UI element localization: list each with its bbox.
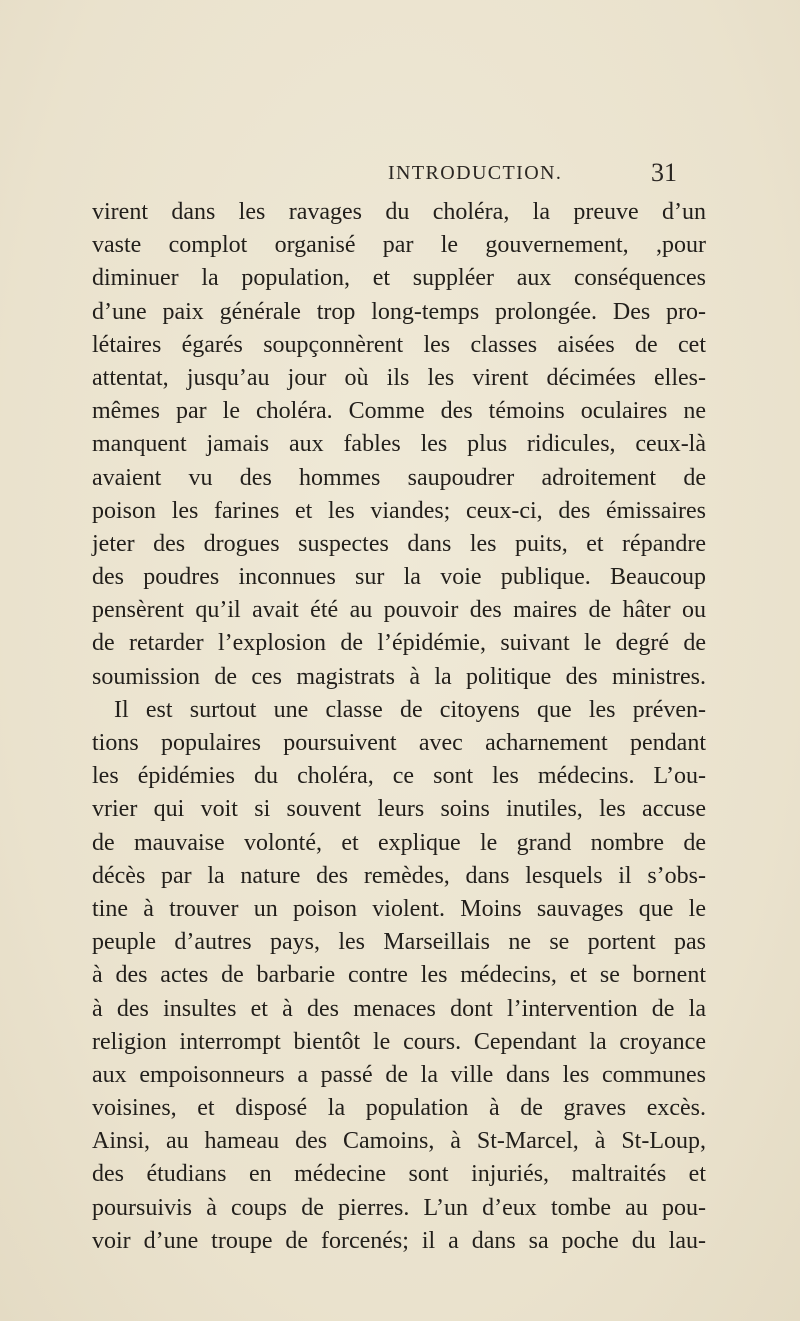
text-line: poursuivis à coups de pierres. L’un d’eux tombe au pou- — [92, 1194, 706, 1221]
text-line: tions populaires poursuivent avec acharnement pendant — [92, 730, 706, 756]
text-line: peuple d’autres pays, les Marseillais ne se portent pas — [92, 929, 706, 956]
text-line: de retarder l’explosion de l’épidémie, suivant le degré de — [92, 630, 706, 657]
text-line: létaires égarés soupçonnèrent les classes aisées de cet — [92, 331, 706, 358]
text-line: à des actes de barbarie contre les médecins, et se bornent — [92, 962, 706, 989]
text-line: vrier qui voit si souvent leurs soins inutiles, les accuse — [92, 796, 706, 823]
text-line: les épidémies du choléra, ce sont les médecins. L’ou- — [92, 763, 706, 790]
text-line: tine à trouver un poison violent. Moins sauvages que le — [92, 895, 706, 922]
page-number: 31 — [651, 158, 677, 187]
text-line: mêmes par le choléra. Comme des témoins oculaires ne — [92, 398, 706, 425]
running-head — [0, 158, 800, 188]
text-line: diminuer la population, et suppléer aux conséquences — [92, 265, 706, 292]
text-line: virent dans les ravages du choléra, la preuve d’un — [92, 199, 706, 225]
text-line: Ainsi, au hameau des Camoins, à St-Marcel, à St-Loup, — [92, 1128, 706, 1155]
text-line: jeter des drogues suspectes dans les puits, et répandre — [92, 530, 706, 557]
text-line: décès par la nature des remèdes, dans lesquels il s’obs- — [92, 862, 706, 889]
text-line: poison les farines et les viandes; ceux-ci, des émissaires — [92, 497, 706, 524]
text-line: voisines, et disposé la population à de graves excès. — [92, 1095, 706, 1122]
text-line: manquent jamais aux fables les plus ridicules, ceux-là — [92, 431, 706, 458]
text-line: attentat, jusqu’au jour où ils les virent décimées elles- — [92, 364, 706, 391]
paragraph-first-line: Il est surtout une classe de citoyens que les préven- — [114, 696, 706, 723]
body-text — [92, 196, 706, 1258]
text-line: aux empoisonneurs a passé de la ville dans les communes — [92, 1061, 706, 1088]
text-line: religion interrompt bientôt le cours. Cependant la croyance — [92, 1028, 706, 1055]
text-line: voir d’une troupe de forcenés; il a dans sa poche du lau- — [92, 1227, 706, 1254]
text-line: à des insultes et à des menaces dont l’intervention de la — [92, 995, 706, 1022]
text-line: vaste complot organisé par le gouvernement, ,pour — [92, 232, 706, 259]
text-line: soumission de ces magistrats à la politique des ministres. — [92, 663, 706, 690]
text-line: avaient vu des hommes saupoudrer adroitement de — [92, 464, 706, 491]
text-line: pensèrent qu’il avait été au pouvoir des maires de hâter ou — [92, 597, 706, 624]
text-line: de mauvaise volonté, et explique le grand nombre de — [92, 829, 706, 856]
text-line: des étudians en médecine sont injuriés, maltraités et — [92, 1161, 706, 1188]
text-line: des poudres inconnues sur la voie publique. Beaucoup — [92, 564, 706, 591]
text-line: d’une paix générale trop long-temps prolongée. Des pro- — [92, 298, 706, 325]
running-head-title: INTRODUCTION. — [388, 162, 563, 184]
